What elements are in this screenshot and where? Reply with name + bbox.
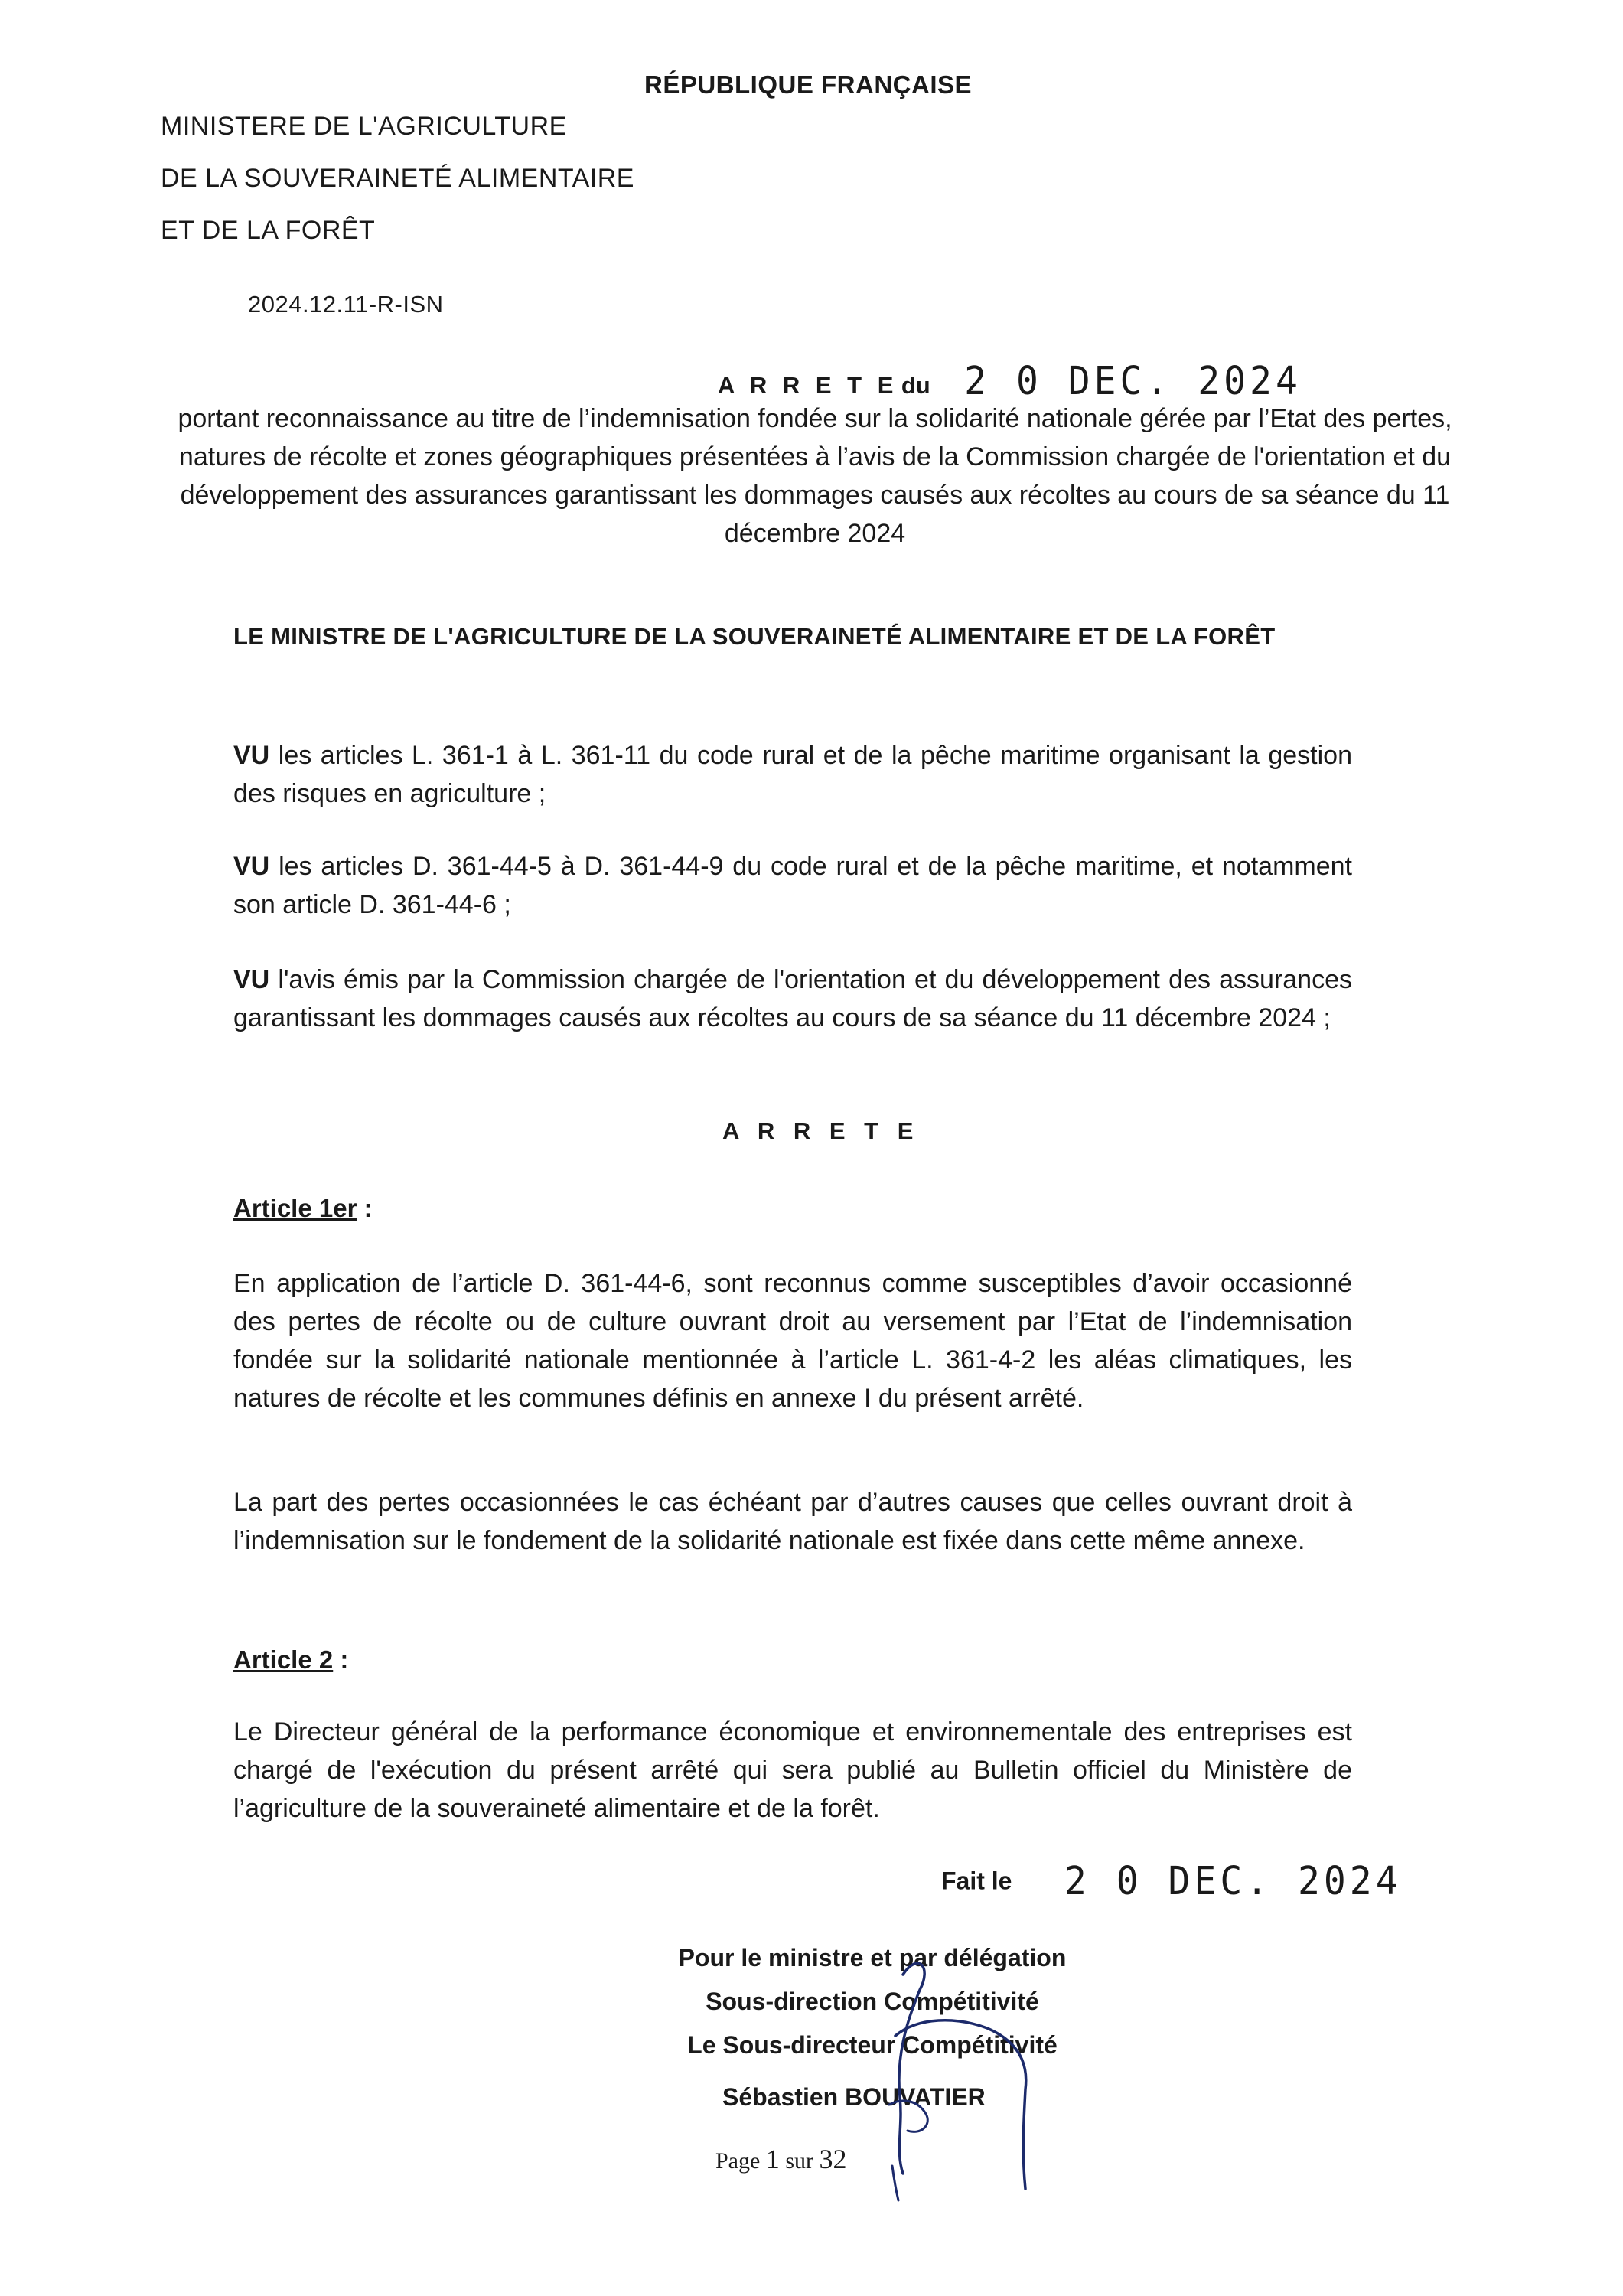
article-2-heading: [233, 1645, 348, 1675]
visa-label: VU: [233, 741, 270, 770]
article-1-paragraph-1: En application de l’article D. 361-44-6, sont reconnus comme susceptibles d’avoir occasionné des pertes de récolte ou de culture ouvrant droit au versement par l’Etat de l’indemnisation fondée sur la solidarité nationale mentionnée à l’article L. 361-4-2 les aléas climatiques, les natures de récolte et les communes définis en annexe I du présent arrêté.: [233, 1269, 1352, 1413]
page-label: Page: [715, 2148, 761, 2174]
of-label: sur: [785, 2148, 813, 2174]
minister-heading: LE MINISTRE DE L'AGRICULTURE DE LA SOUVERAINETÉ ALIMENTAIRE ET DE LA FORÊT: [233, 623, 1276, 650]
date-stamp: 2 0 DEC. 2024: [1064, 1858, 1402, 1904]
republic-heading: RÉPUBLIQUE FRANÇAISE: [644, 70, 973, 99]
arrete-heading: A R R E T E: [722, 1117, 920, 1144]
du-label: du: [901, 372, 930, 399]
ministry-line: ET DE LA FORÊT: [161, 216, 376, 245]
article-title: Article 2: [233, 1645, 334, 1674]
date-stamp: 2 0 DEC. 2024: [964, 358, 1302, 404]
article-1-heading: [233, 1194, 373, 1223]
visa-text: l'avis émis par la Commission chargée de l'orientation et du développement des assurances garantissant les dommages causés aux récoltes au cours de sa séance du 11 décembre 2024 ;: [233, 965, 1352, 1032]
signer-name: Sébastien BOUVATIER: [722, 2083, 986, 2111]
visa-paragraph: [233, 847, 1352, 924]
visa-paragraph: [233, 960, 1352, 1037]
arrete-label: A R R E T E: [718, 372, 898, 399]
signature-line: Le Sous-directeur Compétitivité: [687, 2031, 1058, 2059]
signed-date-line: [941, 1860, 1402, 1903]
page-number: [715, 2143, 847, 2175]
article-2-paragraph-1: Le Directeur général de la performance économique et environnementale des entreprises est chargé de l'exécution du présent arrêté qui sera publié au Bulletin officiel du Ministère de l’agriculture de la souveraineté alimentaire et de la forêt.: [233, 1717, 1352, 1823]
article-title: Article 1er: [233, 1194, 357, 1222]
ministry-line: MINISTERE DE L'AGRICULTURE: [161, 112, 567, 141]
fait-le-label: Fait le: [941, 1867, 1012, 1895]
article-colon: :: [357, 1194, 373, 1222]
decree-subtitle: portant reconnaissance au titre de l’indemnisation fondée sur la solidarité nationale gérée par l’Etat des pertes, natures de récolte et zones géographiques présentées à l’avis de la Commission chargée de l'orientation et du développement des assurances garantissant les dommages causés aux récoltes au cours de sa séance du 11 décembre 2024: [178, 404, 1452, 548]
decree-title-line: [718, 360, 1302, 403]
document-reference: 2024.12.11-R-ISN: [248, 291, 444, 318]
ministry-line: DE LA SOUVERAINETÉ ALIMENTAIRE: [161, 164, 634, 193]
article-colon: :: [333, 1645, 349, 1674]
signature-line: Sous-direction Compétitivité: [706, 1988, 1039, 2015]
ministry-block: [161, 111, 634, 267]
article-1-paragraph-2: La part des pertes occasionnées le cas échéant par d’autres causes que celles ouvrant droit à l’indemnisation sur le fondement de la solidarité nationale est fixée dans cette même annexe.: [233, 1488, 1352, 1555]
visa-label: VU: [233, 852, 270, 881]
visa-paragraph: [233, 736, 1352, 813]
current-page: 1: [765, 2144, 780, 2174]
visa-text: les articles L. 361-1 à L. 361-11 du code rural et de la pêche maritime organisant la gestion des risques en agriculture ;: [233, 741, 1352, 808]
signature-line: Pour le ministre et par délégation: [678, 1944, 1067, 1971]
total-pages: 32: [819, 2144, 847, 2174]
visa-label: VU: [233, 965, 270, 994]
visa-text: les articles D. 361-44-5 à D. 361-44-9 du code rural et de la pêche maritime, et notamment son article D. 361-44-6 ;: [233, 852, 1352, 919]
handwritten-signature: [872, 1944, 1048, 2204]
